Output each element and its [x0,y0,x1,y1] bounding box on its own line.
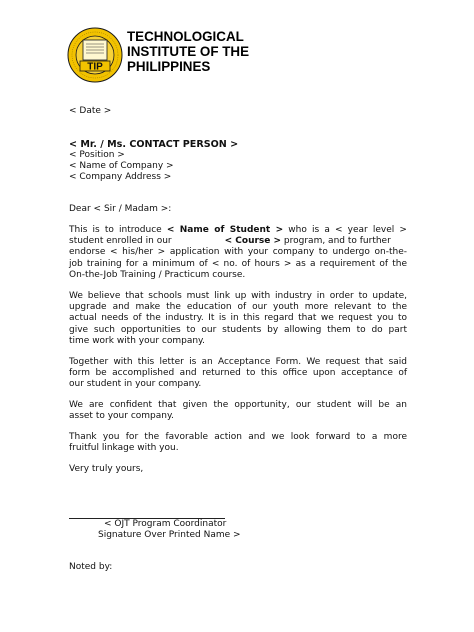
paragraph-line: This is to introduce < Name of Student > who is a < year level > [69,225,407,235]
paragraph-line: On-the-Job Training / Practicum course. [69,269,246,280]
paragraph-industry-linkage [69,291,407,347]
paragraph-line: actual needs of the industry. It is in this regard that we request you to [69,313,407,324]
paragraph-line: asset to your company. [69,411,174,422]
institution-name-line: TECHNOLOGICAL [127,29,244,44]
paragraph-line: Together with this letter is an Acceptance Form. We request that said [69,357,407,367]
tip-seal-logo [67,27,123,83]
paragraph-confidence [69,400,407,422]
signatory-caption: Signature Over Printed Name > [98,530,241,540]
paragraph-line: job training for a minimum of < no. of hours > as a requirement of the [69,258,407,269]
signatory-title: < OJT Program Coordinator [104,519,227,529]
recipient-address: < Company Address > [69,172,172,182]
paragraph-acceptance-form [69,357,407,391]
paragraph-line: We are confident that given the opportunity, our student will be an [69,400,407,410]
paragraph-line: upgrade and make the education of our youth more relevant to the [69,302,407,313]
course-placeholder: < Course > [224,236,282,247]
paragraph-line: fruitful linkage with you. [69,443,179,454]
closing: Very truly yours, [69,464,144,474]
paragraph-line: give such opportunities to our students by allowing them to do part [69,324,407,335]
salutation: Dear < Sir / Madam >: [69,204,172,214]
recipient-position: < Position > [69,150,125,160]
date-placeholder: < Date > [69,106,112,116]
paragraph-line: time work with your company. [69,335,205,346]
paragraph-line: We believe that schools must link up with industry in order to update, [69,291,407,301]
paragraph-line: endorse < his/her > application with your company to undergo on-the- [69,247,407,258]
paragraph-line: Thank you for the favorable action and we look forward to a more [69,432,407,442]
paragraph-line: form be accomplished and returned to this office upon acceptance of [69,368,407,379]
noted-by-label: Noted by: [69,562,113,572]
student-name-placeholder: < Name of Student > [166,225,284,235]
institution-name [127,29,249,74]
recipient-company: < Name of Company > [69,161,174,171]
institution-name-line: PHILIPPINES [127,59,211,74]
paragraph-line: student enrolled in our < Course > program, and to further [69,236,391,247]
paragraph-line: our student in your company. [69,379,202,390]
institution-name-line: INSTITUTE OF THE [127,44,249,59]
recipient-contact: < Mr. / Ms. CONTACT PERSON > [69,139,239,150]
paragraph-thanks [69,432,407,454]
paragraph-introduction [69,225,407,281]
logo-tip-text: TIP [87,61,103,73]
